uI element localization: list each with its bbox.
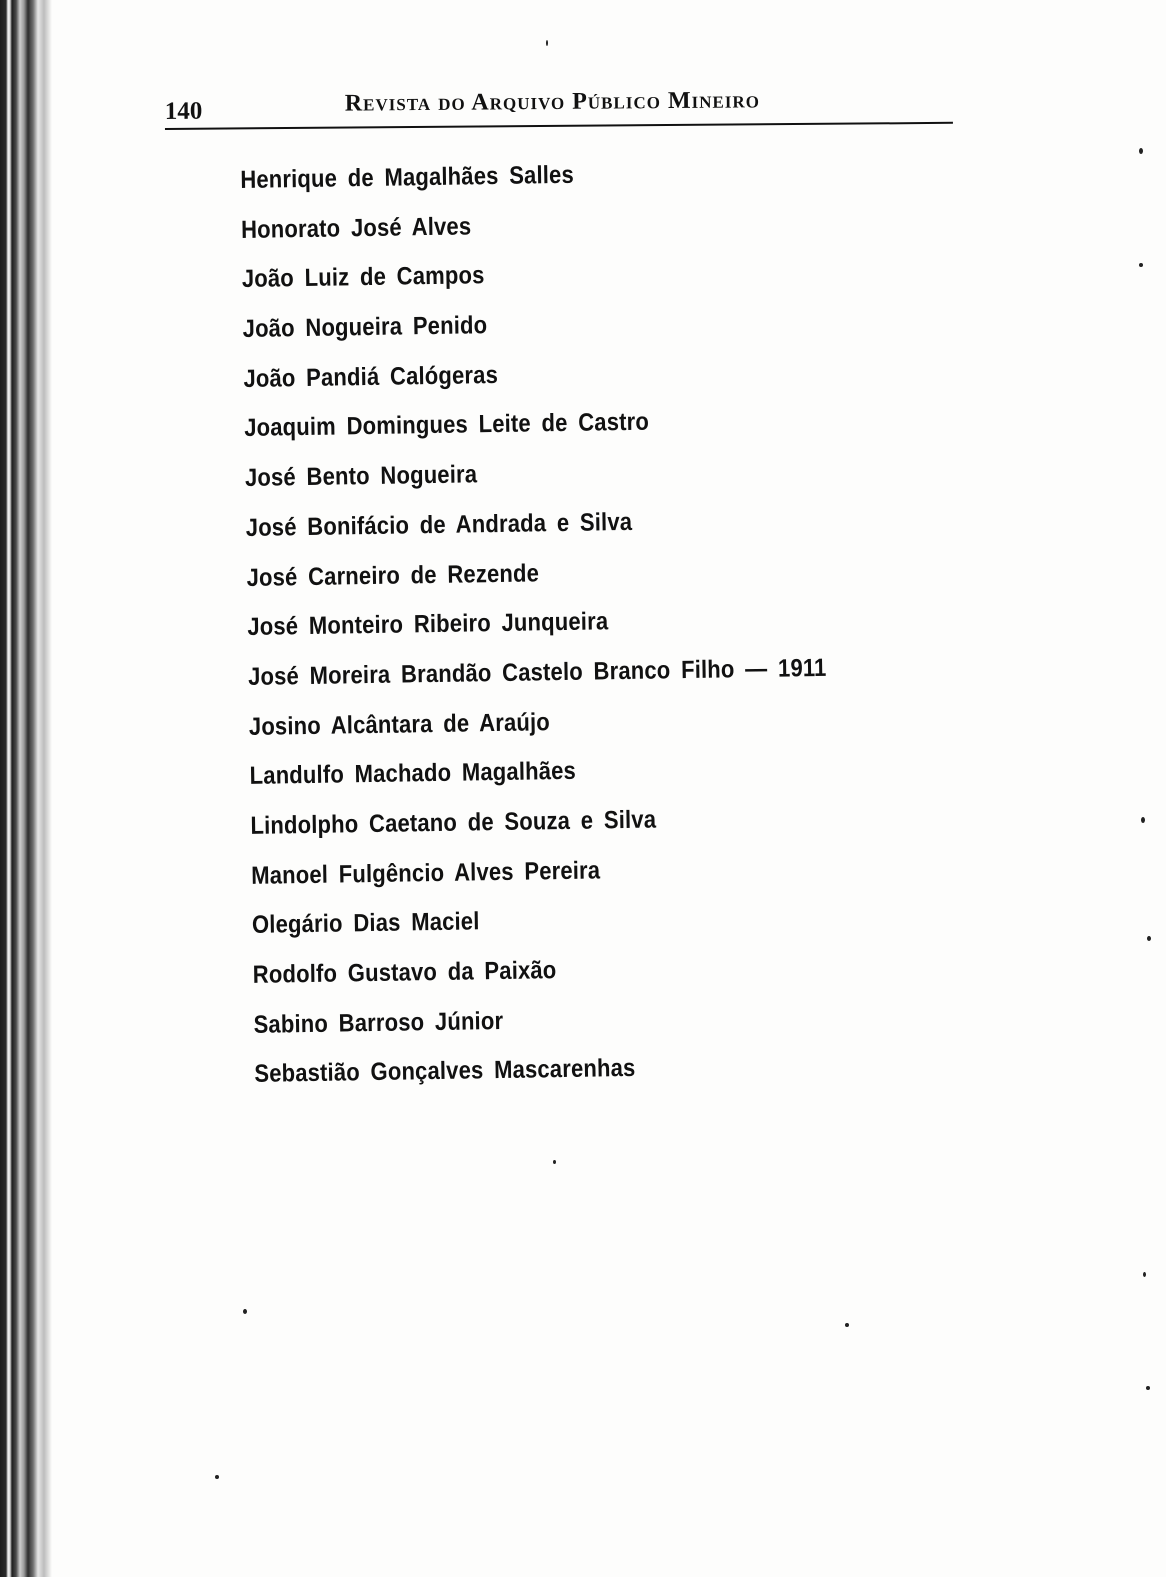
- scan-speck: [1139, 263, 1143, 267]
- name-item: José Monteiro Ribeiro Junqueira: [247, 607, 609, 642]
- scan-speck: [215, 1475, 219, 1479]
- page-header: [165, 78, 953, 134]
- scan-speck: [1146, 1386, 1150, 1390]
- name-item: Olegário Dias Maciel: [251, 907, 480, 940]
- name-item: Manoel Fulgêncio Alves Pereira: [251, 856, 601, 890]
- header-rule: [165, 122, 953, 130]
- page-number: 140: [164, 97, 203, 126]
- binding-gutter: [0, 0, 52, 1577]
- name-item: Honorato José Alves: [240, 212, 472, 244]
- name-item: José Moreira Brandão Castelo Branco Filho — 1911: [247, 653, 827, 691]
- scan-speck: [243, 1309, 247, 1314]
- scan-speck: [553, 1160, 556, 1164]
- name-item: Sebastião Gonçalves Mascarenhas: [254, 1054, 636, 1089]
- scan-speck: [845, 1323, 849, 1327]
- name-item: Lindolpho Caetano de Souza e Silva: [250, 805, 657, 840]
- name-item: José Bento Nogueira: [244, 460, 478, 493]
- name-item: José Carneiro de Rezende: [246, 558, 540, 592]
- scan-speck: [546, 40, 548, 46]
- scan-speck: [1139, 148, 1143, 154]
- name-item: Rodolfo Gustavo da Paixão: [252, 956, 557, 989]
- scan-speck: [1141, 817, 1145, 823]
- name-item: Joaquim Domingues Leite de Castro: [243, 408, 650, 443]
- name-item: Sabino Barroso Júnior: [253, 1006, 504, 1039]
- name-item: João Luiz de Campos: [241, 261, 485, 294]
- scan-speck: [1147, 936, 1151, 941]
- name-list: [240, 150, 912, 1104]
- name-item: Josino Alcântara de Araújo: [248, 707, 551, 741]
- running-title: Revista do Arquivo Público Mineiro: [344, 87, 761, 117]
- name-item: João Nogueira Penido: [242, 311, 488, 344]
- name-item: Henrique de Magalhães Salles: [240, 160, 575, 194]
- name-item: Landulfo Machado Magalhães: [249, 757, 577, 791]
- name-item: José Bonifácio de Andrada e Silva: [245, 507, 633, 542]
- scan-speck: [1143, 1272, 1146, 1277]
- name-item: João Pandiá Calógeras: [243, 360, 499, 393]
